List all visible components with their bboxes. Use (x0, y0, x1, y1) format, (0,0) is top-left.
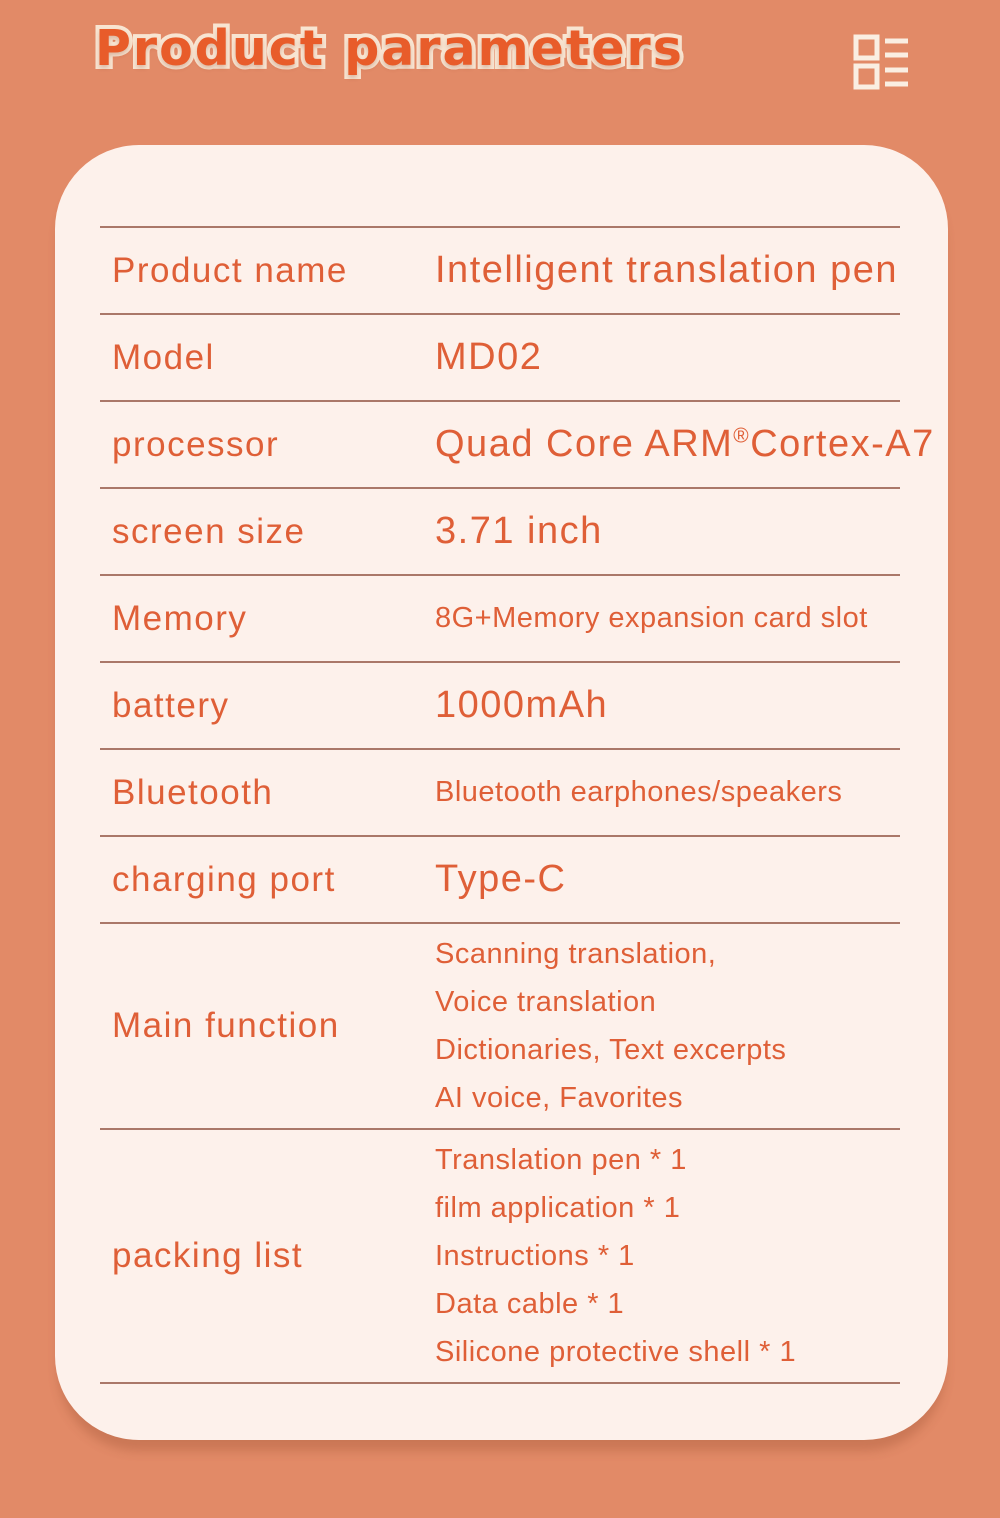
spec-label: screen size (112, 511, 306, 551)
spec-value-line: 3.71 inch (435, 510, 603, 552)
spec-value-line: Dictionaries, Text excerpts (435, 1034, 787, 1066)
spec-label: Model (112, 337, 215, 377)
row-divider (100, 313, 900, 315)
spec-card (55, 145, 948, 1440)
spec-value-line: Translation pen * 1 (435, 1144, 687, 1176)
spec-value-line: Intelligent translation pen (435, 249, 899, 291)
row-divider (100, 487, 900, 489)
spec-label: packing list (112, 1236, 304, 1275)
spec-value (435, 249, 900, 292)
spec-value (435, 930, 900, 1122)
spec-value-line: film application * 1 (435, 1192, 681, 1224)
spec-value-line: Data cable * 1 (435, 1288, 625, 1320)
spec-row-charging-port (100, 837, 900, 922)
spec-value (435, 776, 900, 809)
row-divider (100, 1382, 900, 1384)
spec-value (435, 1136, 900, 1376)
spec-value (435, 336, 900, 379)
spec-label: charging port (112, 859, 336, 899)
spec-row-bluetooth (100, 750, 900, 835)
spec-label: Product name (112, 250, 348, 290)
spec-value-line: Instructions * 1 (435, 1240, 635, 1272)
spec-row-main-function (100, 924, 900, 1128)
page-header (0, 0, 1000, 120)
row-divider (100, 835, 900, 837)
spec-row-screen-size (100, 489, 900, 574)
spec-value (435, 602, 900, 635)
spec-value-line: Type-C (435, 858, 567, 900)
list-icon (852, 30, 910, 101)
row-divider (100, 661, 900, 663)
spec-label: Bluetooth (112, 772, 274, 812)
spec-row-product-name (100, 228, 900, 313)
spec-value-line: 1000mAh (435, 684, 609, 726)
spec-value-line: Silicone protective shell * 1 (435, 1336, 797, 1368)
spec-value-line: Bluetooth earphones/speakers (435, 776, 843, 808)
spec-label: Memory (112, 598, 248, 638)
row-divider (100, 226, 900, 228)
spec-value-line: Voice translation (435, 986, 657, 1018)
spec-row-battery (100, 663, 900, 748)
spec-row-memory (100, 576, 900, 661)
spec-value-line: MD02 (435, 336, 543, 378)
row-divider (100, 400, 900, 402)
spec-value-line: Scanning translation, (435, 938, 717, 970)
row-divider (100, 574, 900, 576)
spec-row-model (100, 315, 900, 400)
spec-label: processor (112, 424, 280, 464)
spec-value-line: 8G+Memory expansion card slot (435, 602, 868, 634)
row-divider (100, 922, 900, 924)
row-divider (100, 748, 900, 750)
spec-label: battery (112, 685, 230, 725)
spec-table (100, 226, 935, 1384)
spec-label: Main function (112, 1006, 340, 1045)
spec-row-processor (100, 402, 935, 487)
spec-value (435, 684, 900, 727)
spec-value (435, 423, 935, 466)
spec-value-line: Quad Core ARM®Cortex-A7 (435, 423, 935, 465)
spec-value (435, 858, 900, 901)
spec-row-packing-list (100, 1130, 900, 1382)
registered-mark: ® (733, 424, 751, 448)
spec-value-line: AI voice, Favorites (435, 1082, 684, 1114)
row-divider (100, 1128, 900, 1130)
page-title: Product parameters (95, 20, 684, 77)
spec-value (435, 510, 900, 553)
